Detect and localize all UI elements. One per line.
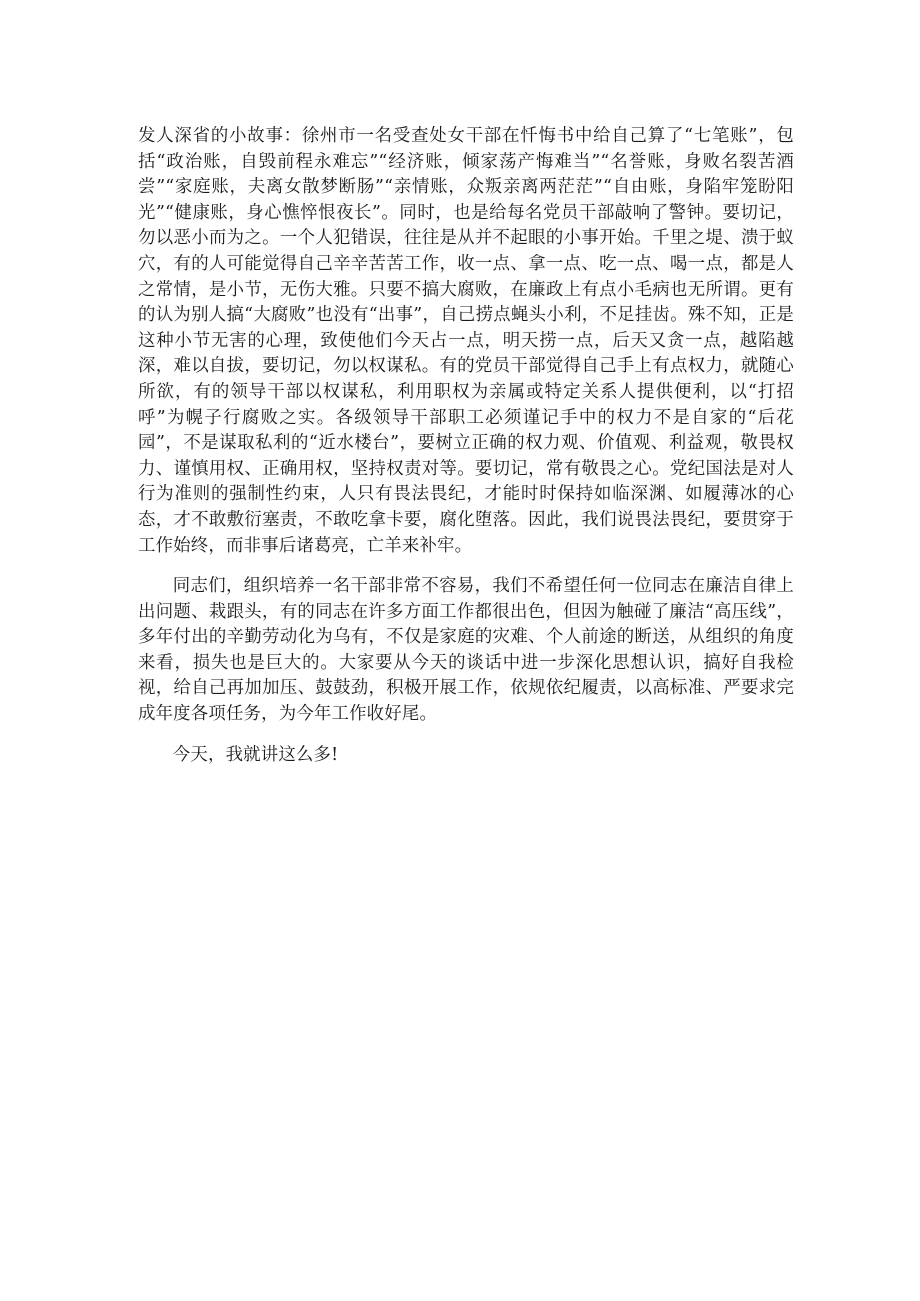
document-body xyxy=(138,124,794,768)
paragraph-3: 今天，我就讲这么多! xyxy=(172,744,339,765)
paragraph-1: 发人深省的小故事：徐州市一名受查处女干部在忏悔书中给自己算了“七笔账”，包括“政治账，自毁前程永难忘”“经济账，倾家荡产悔难当”“名誉账，身败名裂苦酒尝”“家庭账，夫离女散梦断肠”“亲情账，众叛亲离两茫茫”“自由账，身陷牢笼盼阳光”“健康账，身心憔悴恨夜长”。同时，也是给每名党员干部敲响了警钟。要切记，勿以恶小而为之。一个人犯错误，往往是从并不起眼的小事开始。千里之堤、溃于蚁穴，有的人可能觉得自己辛辛苦苦工作，收一点、拿一点、吃一点、喝一点，都是人之常情，是小节，无伤大雅。只要不搞大腐败，在廉政上有点小毛病也无所谓。更有的认为别人搞“大腐败”也没有“出事”，自己捞点蝇头小利，不足挂齿。殊不知，正是这种小节无害的心理，致使他们今天占一点，明天捞一点，后天又贪一点，越陷越深，难以自拔，要切记，勿以权谋私。有的党员干部觉得自己手上有点权力，就随心所欲，有的领导干部以权谋私，利用职权为亲属或特定关系人提供便利，以“打招呼”为幌子行腐败之实。各级领导干部职工必须谨记手中的权力不是自家的“后花园”，不是谋取私利的“近水楼台”，要树立正确的权力观、价值观、利益观，敬畏权力、谨慎用权、正确用权，坚持权责对等。要切记，常有敬畏之心。党纪国法是对人行为准则的强制性约束，人只有畏法畏纪，才能时时保持如临深渊、如履薄冰的心态，才不敢敷衍塞责，不敢吃拿卡要，腐化堕落。因此，我们说畏法畏纪，要贯穿于工作始终，而非事后诸葛亮，亡羊来补牢。 xyxy=(138,126,794,556)
paragraph-2: 同志们，组织培养一名干部非常不容易，我们不希望任何一位同志在廉洁自律上出问题、栽跟头，有的同志在许多方面工作都很出色，但因为触碰了廉洁“高压线”，多年付出的辛勤劳动化为乌有，不仅是家庭的灾难、个人前途的断送，从组织的角度来看，损失也是巨大的。大家要从今天的谈话中进一步深化思想认识，搞好自我检视，给自己再加加压、鼓鼓劲，积极开展工作，依规依纪履责，以高标准、严要求完成年度各项任务，为今年工作收好尾。 xyxy=(138,576,794,725)
